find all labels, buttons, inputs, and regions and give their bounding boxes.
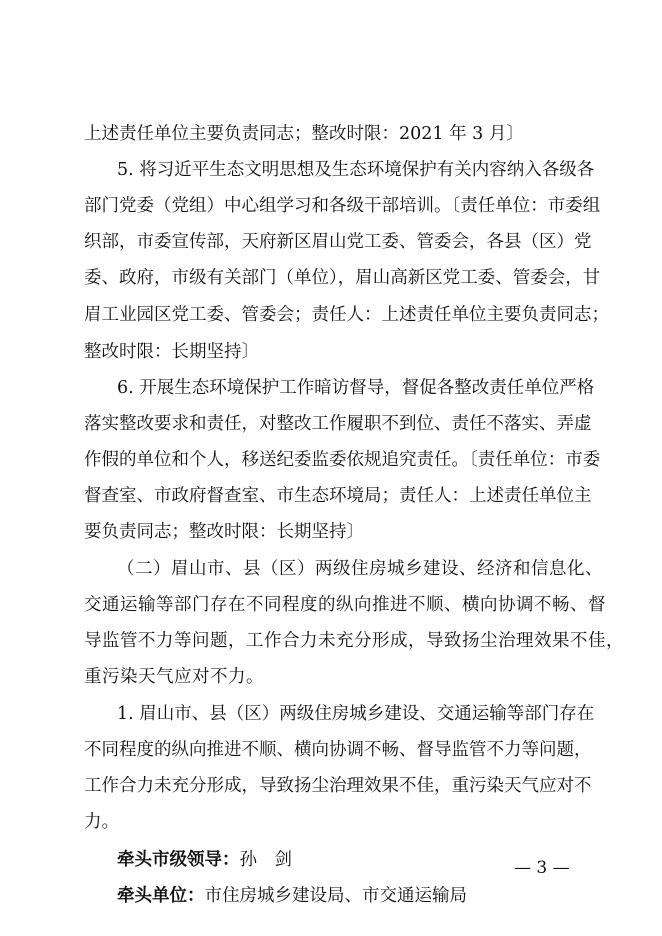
text-line: 眉工业园区党工委、管委会；责任人：上述责任单位主要负责同志； — [84, 305, 609, 325]
lead-leader-label: 牵头市级领导： — [117, 850, 240, 870]
text-line: 督查室、市政府督查室、市生态环境局；责任人：上述责任单位主 — [84, 486, 592, 506]
section-heading-line: 交通运输等部门存在不同程度的纵向推进不顺、横向协调不畅、督 — [84, 595, 606, 615]
text-line: 部门党委（党组）中心组学习和各级干部培训。〔责任单位：市委组 — [84, 196, 601, 216]
text-line: 要负责同志；整改时限：长期坚持〕 — [84, 522, 364, 542]
page-number: — 3 — — [514, 858, 570, 878]
lead-leader-value: 孙 剑 — [239, 850, 292, 870]
lead-unit-label: 牵头单位： — [117, 886, 205, 906]
lead-unit-value: 市住房城乡建设局、市交通运输局 — [204, 886, 467, 906]
section-heading-line: 导监管不力等问题，工作合力未充分形成，导致扬尘治理效果不佳， — [84, 631, 624, 651]
text-line: 力。 — [84, 812, 119, 832]
text-line: 委、政府，市级有关部门（单位），眉山高新区党工委、管委会，甘 — [84, 268, 601, 288]
text-line: 不同程度的纵向推进不顺、横向协调不畅、督导监管不力等问题， — [84, 740, 592, 760]
text-line: 织部，市委宣传部，天府新区眉山党工委、管委会，各县（区）党 — [84, 232, 592, 252]
text-line: 作假的单位和个人，移送纪委监委依规追究责任。〔责任单位：市委 — [84, 450, 601, 470]
text-line: 上述责任单位主要负责同志；整改时限：2021 年 3 月〕 — [84, 124, 524, 144]
section-heading-line: 重污染天气应对不力。 — [84, 667, 264, 687]
text-line: 落实整改要求和责任，对整改工作履职不到位、责任不落实、弄虚 — [84, 414, 592, 434]
section-heading-line: （二）眉山市、县（区）两级住房城乡建设、经济和信息化、 — [117, 559, 603, 579]
lead-unit-line — [0, 884, 662, 908]
text-line: 1. 眉山市、县（区）两级住房城乡建设、交通运输等部门存在 — [117, 704, 595, 724]
text-line: 6. 开展生态环境保护工作暗访督导，督促各整改责任单位严格 — [117, 378, 595, 398]
text-line: 5. 将习近平生态文明思想及生态环境保护有关内容纳入各级各 — [117, 160, 595, 180]
text-line: 工作合力未充分形成，导致扬尘治理效果不佳，重污染天气应对不 — [84, 776, 592, 796]
text-line: 整改时限：长期坚持〕 — [84, 342, 259, 362]
